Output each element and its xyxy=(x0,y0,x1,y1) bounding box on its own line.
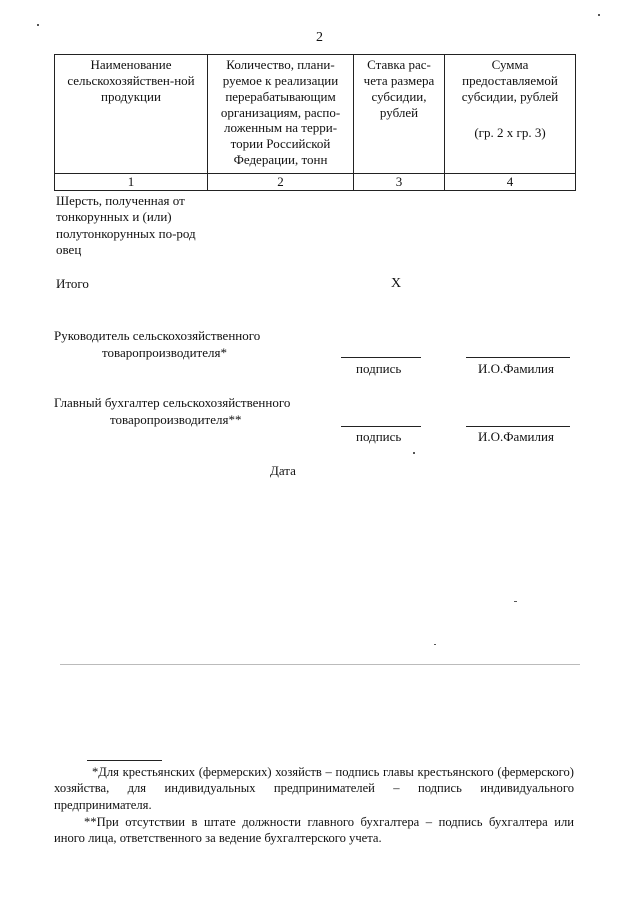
accountant-title-line1: Главный бухгалтер сельскохозяйственного xyxy=(54,395,291,410)
column-number: 3 xyxy=(354,174,445,191)
total-label: Итого xyxy=(56,276,89,291)
head-signature-line xyxy=(341,357,421,358)
header-sum-label: Сумма предоставляемой субсидии, рублей xyxy=(461,57,559,104)
column-number: 2 xyxy=(208,174,354,191)
header-product-name: Наименование сельскохозяйствен-ной продукции xyxy=(55,55,208,174)
head-name-caption: И.О.Фамилия xyxy=(478,361,554,376)
page-number: 2 xyxy=(316,30,323,45)
scan-speck xyxy=(413,452,415,454)
column-number-row xyxy=(55,174,576,191)
product-name: Шерсть, полученная от тонкорунных и (или) полутонкорунных по-род овец xyxy=(56,193,196,257)
footnote-rule xyxy=(87,760,162,761)
accountant-title-line2: товаропроизводителя** xyxy=(110,412,242,427)
total-mark: Х xyxy=(391,276,402,291)
accountant-name-line xyxy=(466,426,570,427)
head-name-line xyxy=(466,357,570,358)
scan-speck xyxy=(598,14,600,16)
header-rate: Ставка рас-чета размера субсидии, рублей xyxy=(354,55,445,174)
column-number: 1 xyxy=(55,174,208,191)
scan-speck xyxy=(37,24,39,26)
date-label: Дата xyxy=(270,463,296,478)
header-quantity: Количество, плани-руемое к реализации перерабатывающим организациям, распо-ложенным на терри-тории Российской Федерации, тонн xyxy=(208,55,354,174)
head-title-line2: товаропроизводителя* xyxy=(102,345,227,360)
footnote-accountant: **При отсутствии в штате должности главного бухгалтера – подпись бухгалтера или иного лица, ответственного за ведение бухгалтерского учета. xyxy=(54,815,574,846)
scan-streak xyxy=(60,664,580,665)
header-sum xyxy=(445,55,576,174)
footnote-head: *Для крестьянских (фермерских) хозяйств – подпись главы крестьянского (фермерского) хозяйства, для индивидуальных предпринимателей – подпись индивидуального предпринимателя. xyxy=(54,765,574,812)
scan-speck xyxy=(434,644,436,645)
accountant-signature-caption: подпись xyxy=(356,429,402,444)
table-header-row xyxy=(55,55,576,174)
accountant-name-caption: И.О.Фамилия xyxy=(478,429,554,444)
accountant-signature-line xyxy=(341,426,421,427)
head-signature-caption: подпись xyxy=(356,361,402,376)
head-title-line1: Руководитель сельскохозяйственного xyxy=(54,328,261,343)
header-sum-formula: (гр. 2 х гр. 3) xyxy=(474,124,546,140)
column-number: 4 xyxy=(445,174,576,191)
subsidy-table xyxy=(54,54,576,191)
scan-speck xyxy=(514,601,517,602)
